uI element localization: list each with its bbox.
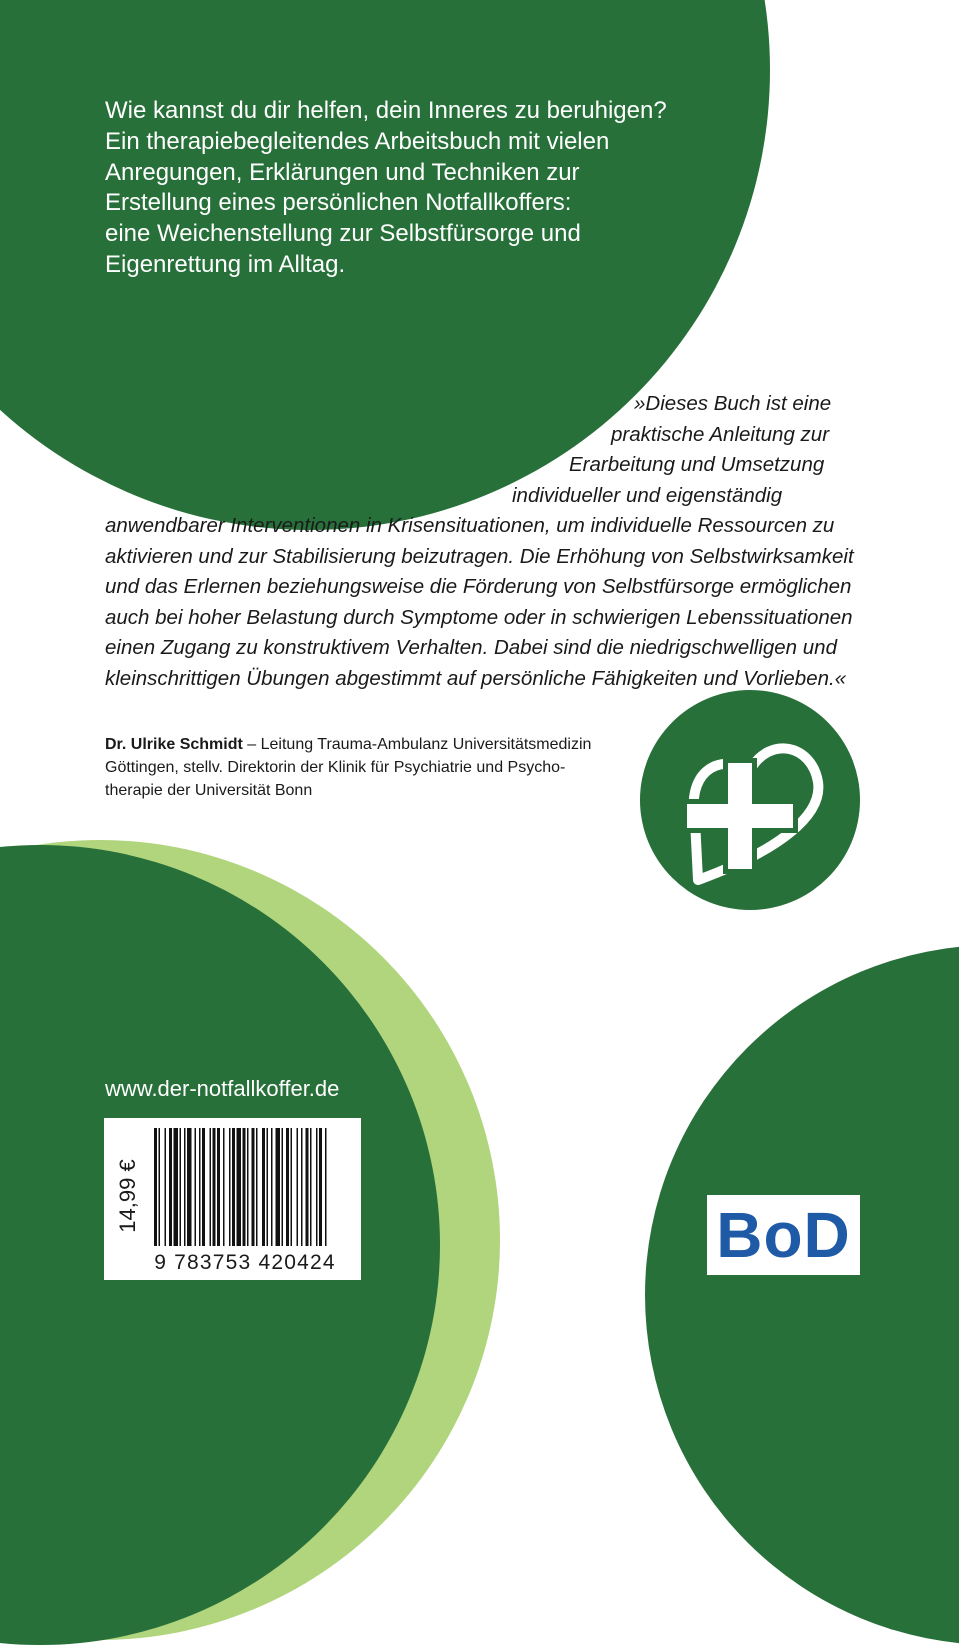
barcode-bar — [223, 1128, 225, 1246]
intro-line: Anregungen, Erklärungen und Techniken zur — [105, 158, 580, 186]
barcode-bar — [247, 1128, 249, 1246]
publisher-logo — [707, 1195, 860, 1275]
barcode-bar — [316, 1128, 318, 1246]
barcode-bar — [271, 1128, 273, 1246]
barcode-bar — [325, 1128, 327, 1246]
barcode-bar — [210, 1128, 212, 1246]
barcode-bar — [184, 1128, 186, 1246]
barcode-bar — [297, 1128, 299, 1246]
intro-line: eine Weichenstellung zur Selbstfürsorge und — [105, 220, 581, 248]
quote-attribution — [105, 733, 645, 802]
icon-badge — [640, 690, 860, 910]
price-label: 14,99 € — [115, 1159, 140, 1233]
intro-line: Eigenrettung im Alltag. — [105, 250, 346, 278]
barcode-bar — [319, 1128, 322, 1246]
barcode-bar — [276, 1128, 281, 1246]
barcode-bar — [195, 1128, 197, 1246]
quote-line: Erarbeitung und Umsetzung — [569, 453, 825, 476]
barcode-bar — [262, 1128, 265, 1246]
isbn-digits: 9 783753 420424 — [154, 1251, 336, 1274]
barcode-bar — [282, 1128, 284, 1246]
attribution-line — [105, 733, 645, 756]
barcode-bar — [202, 1128, 205, 1246]
barcode-bar — [165, 1128, 167, 1246]
barcode-bar — [256, 1128, 258, 1246]
barcode-bar — [243, 1128, 246, 1246]
barcode-bar — [232, 1128, 235, 1246]
barcode-bar — [229, 1128, 231, 1246]
quote-line: »Dieses Buch ist eine — [634, 392, 832, 415]
attribution-line: Göttingen, stellv. Direktorin der Klinik für Psychiatrie und Psycho- — [105, 759, 566, 776]
intro-line: Wie kannst du dir helfen, dein Inneres zu beruhigen? — [105, 97, 667, 124]
barcode-bar — [169, 1128, 172, 1246]
quote-line: individueller und eigenständig — [512, 483, 783, 507]
quote-line: aktivieren und zur Stabilisierung beizutragen. Die Erhöhung von Selbstwirksamkeit — [105, 544, 854, 568]
barcode-bar — [213, 1128, 216, 1246]
quote-line: anwendbarer Interventionen in Krisensituationen, um individuelle Ressourcen zu — [105, 514, 835, 537]
barcode-bar — [267, 1128, 269, 1246]
intro-line: Ein therapiebegleitendes Arbeitsbuch mit vielen — [105, 127, 610, 155]
barcode-bar — [286, 1128, 289, 1246]
barcode-bar — [187, 1128, 192, 1246]
isbn-barcode — [104, 1118, 361, 1280]
barcode-bar — [159, 1128, 161, 1246]
barcode-bar — [301, 1128, 303, 1246]
publisher-logo-text: BoD — [716, 1199, 851, 1271]
barcode-bar — [217, 1128, 220, 1246]
intro-text — [105, 96, 745, 281]
quote-line: und das Erlernen beziehungsweise die Förderung von Selbstfürsorge ermöglichen — [105, 575, 852, 598]
barcode-bar — [252, 1128, 255, 1246]
barcode-bar — [154, 1128, 157, 1246]
author-role: – Leitung Trauma-Ambulanz Universitätsmedizin — [242, 736, 592, 753]
barcode-bar — [291, 1128, 293, 1246]
barcode-bar — [310, 1128, 312, 1246]
author-name: Dr. Ulrike Schmidt — [105, 736, 243, 753]
barcode-bar — [199, 1128, 201, 1246]
testimonial-quote — [0, 389, 959, 694]
barcode-bar — [237, 1128, 242, 1246]
website-url: www.der-notfallkoffer.de — [105, 1076, 340, 1101]
attribution-line: therapie der Universität Bonn — [105, 782, 313, 799]
quote-line: einen Zugang zu konstruktivem Verhalten. Dabei sind die niedrigschwelligen und — [105, 636, 837, 659]
quote-line: kleinschrittigen Übungen abgestimmt auf persönliche Fähigkeiten und Vorlieben.« — [105, 666, 847, 690]
barcode-bar — [174, 1128, 179, 1246]
quote-line: auch bei hoher Belastung durch Symptome oder in schwierigen Lebenssituationen — [105, 605, 853, 629]
intro-line: Erstellung eines persönlichen Notfallkoffers: — [105, 189, 572, 217]
barcode-graphic — [104, 1118, 361, 1280]
barcode-bar — [180, 1128, 182, 1246]
heart-medical-cross-icon — [640, 690, 860, 910]
quote-line: praktische Anleitung zur — [611, 422, 830, 446]
bottom-right-green-circle — [645, 945, 959, 1645]
barcode-bar — [306, 1128, 309, 1246]
